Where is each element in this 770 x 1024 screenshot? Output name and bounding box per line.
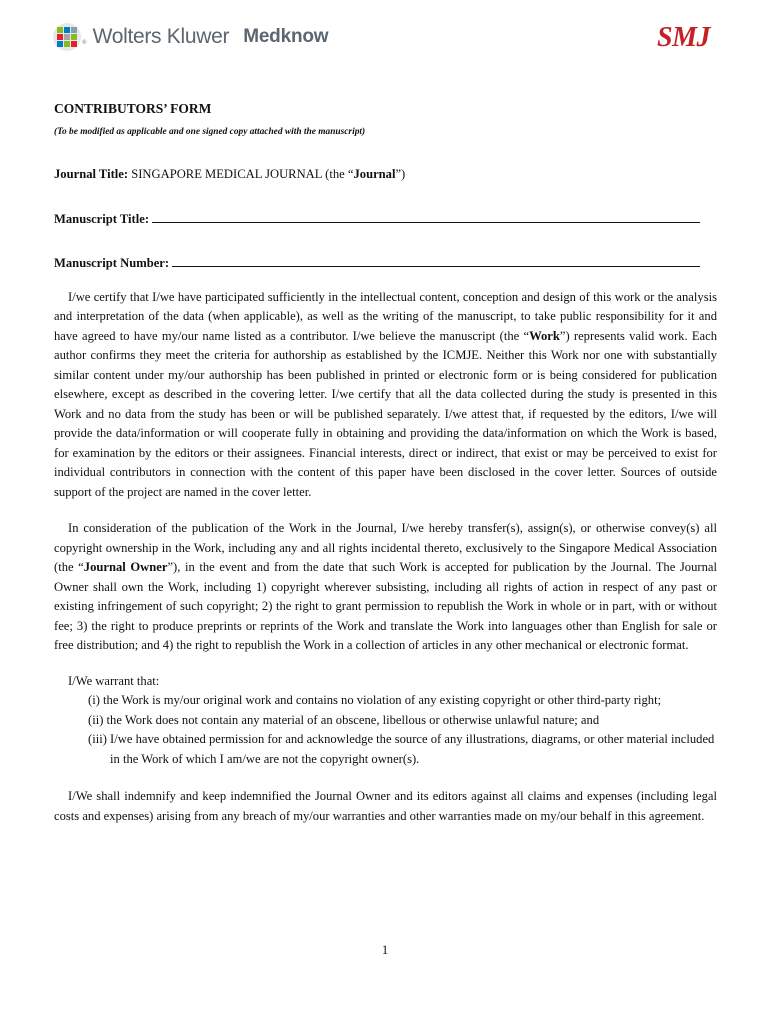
p1-text-a: I/we certify that I/we have participated sufficiently in the intellectual content, conception and design of this work or the analysis and interpretation of the data (when applicable), as well as the writing of the manuscript, to take public responsibility for it and have agreed to have my/our name listed as a contributor. I/we believe the manuscript (the “ [54,289,717,343]
warranty-text: the Work is my/our original work and contains no violation of any existing copyright or other third-party right; [103,693,662,707]
journal-title-value: SINGAPORE MEDICAL JOURNAL (the “ [131,167,354,181]
form-title: CONTRIBUTORS’ FORM [54,101,212,116]
manuscript-number-input[interactable] [172,254,700,267]
indemnity-paragraph: I/We shall indemnify and keep indemnified the Journal Owner and its editors against all claims and expenses (including legal costs and expenses) arising from any breach of my/our warranties and other warranties made on my/our behalf in this agreement. [54,789,717,823]
partner-name: Medknow [243,26,329,47]
certification-paragraph [54,288,717,503]
journal-logo: SMJ [657,22,710,53]
work-term: Work [529,328,560,343]
warranty-item [54,711,717,731]
manuscript-title-input[interactable] [152,210,700,223]
manuscript-title-label: Manuscript Title: [54,211,150,226]
copyright-transfer-paragraph [54,519,717,656]
form-subtitle: (To be modified as applicable and one signed copy attached with the manuscript) [54,126,366,137]
warranty-text: I/we have obtained permission for and acknowledge the source of any illustrations, diagrams, or other material included in the Work of which I am/we are not the copyright owner(s). [110,732,715,766]
warranty-item [54,691,717,711]
wolters-kluwer-mosaic-icon [52,22,82,52]
journal-title-field [54,165,717,185]
journal-term: Journal [353,167,396,181]
manuscript-number-label: Manuscript Number: [54,256,170,270]
brand-name: Wolters Kluwer [92,25,230,48]
publisher-logo [52,22,328,52]
warranty-list [54,691,717,769]
warranty-number: (ii) [88,712,104,727]
p1-text-b: ”) represents valid work. Each author confirms they meet the criteria for authorship as established by the ICMJE. Neither this Work nor one with substantially similar content under my/our authorship has been published in printed or electronic form or is being considered for publication elsewhere, except as described in the covering letter. I/we certify that all the data collected during the study is presented in this Work and no data from the study has been or will be published separately. I/we attest that, if requested by the editors, I/we will provide the data/information or will cooperate fully in obtaining and providing the data/information on which the Work is based, for examination by the editors or their assignees. Financial interests, direct or indirect, that exist or may be perceived to exist for individual contributors in connection with the content of this paper have been disclosed in the cover letter. Sources of outside support of the project are named in the cover letter. [54,328,718,499]
p2-text-b: ”), in the event and from the date that such Work is accepted for publication by the Journal. The Journal Owner shall own the Work, including 1) copyright wherever subsisting, including all rights of action in respect of any past or existing infringement of such copyright; 2) the right to grant permission to republish the Work in whole or in part, with or without fee; 3) the right to produce preprints or reprints of the Work and translate the Work into languages other than English for sale or free distribution; and 4) the right to republish the Work in a collection of articles in any other mechanical or electronic format. [54,560,717,652]
warranty-text: the Work does not contain any material of an obscene, libellous or otherwise unlawful nature; and [106,712,600,727]
form-content [54,99,717,826]
warranty-number: (i) [88,693,100,707]
warranty-heading: I/We warrant that: [68,673,160,688]
p2-text-a: In consideration of the publication of the Work in the Journal, I/we hereby transfer(s), assign(s), or otherwise convey(s) all copyright ownership in the Work, including any and all rights incidental thereto, exclusively to the Singapore Medical Association (the “ [54,521,717,574]
page-header [52,22,710,62]
journal-owner-term: Journal Owner [83,560,168,574]
manuscript-title-field [54,210,717,230]
registered-mark: ® [82,40,87,46]
journal-title-label: Journal Title: [54,167,129,181]
journal-title-end: ”) [395,167,406,181]
manuscript-number-field [54,254,717,274]
warranty-number: (iii) [88,732,107,746]
warranty-item [54,730,717,769]
page-number: 1 [381,943,389,957]
